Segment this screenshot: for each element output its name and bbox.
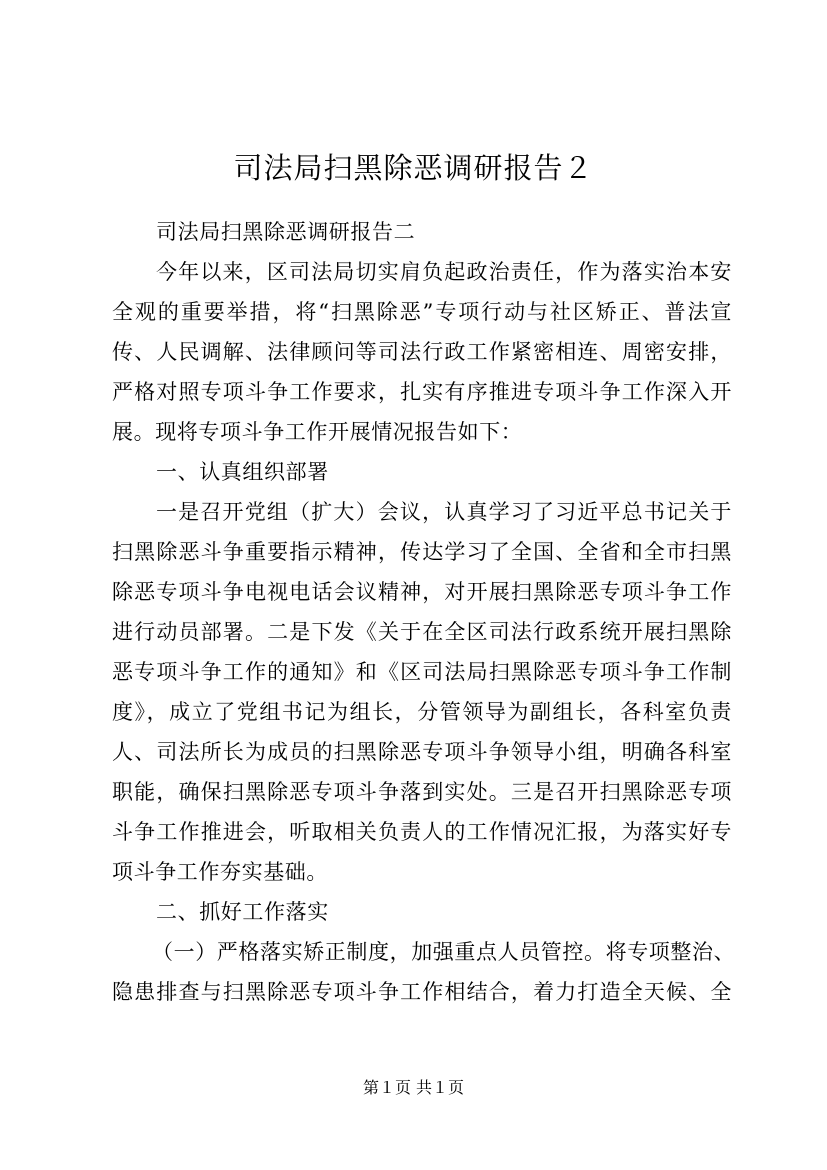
- paragraph-line: 隐患排查与扫黑除恶专项斗争工作相结合，着力打造全天候、全: [112, 980, 732, 1004]
- section-heading: 二、抓好工作落实: [156, 900, 329, 924]
- paragraph-line: 严格对照专项斗争工作要求，扎实有序推进专项斗争工作深入开: [112, 380, 732, 404]
- paragraph-line: 斗争工作推进会，听取相关负责人的工作情况汇报，为落实好专: [112, 820, 732, 844]
- paragraph-line: 扫黑除恶斗争重要指示精神，传达学习了全国、全省和全市扫黑: [112, 540, 732, 564]
- paragraph-line: 恶专项斗争工作的通知》和《区司法局扫黑除恶专项斗争工作制: [112, 660, 732, 684]
- paragraph-line: （一）严格落实矫正制度，加强重点人员管控。将专项整治、: [152, 940, 736, 964]
- paragraph-line: 度》，成立了党组书记为组长，分管领导为副组长，各科室负责: [112, 700, 732, 724]
- paragraph-line: 传、人民调解、法律顾问等司法行政工作紧密相连、周密安排，: [112, 340, 732, 364]
- paragraph-line: 全观的重要举措，将“扫黑除恶”专项行动与社区矫正、普法宣: [112, 300, 732, 324]
- paragraph-line: 项斗争工作夯实基础。: [112, 860, 328, 884]
- paragraph-line: 今年以来，区司法局切实肩负起政治责任，作为落实治本安: [156, 260, 732, 284]
- document-title: 司法局扫黑除恶调研报告２: [233, 151, 594, 185]
- paragraph-line: 一是召开党组（扩大）会议，认真学习了习近平总书记关于: [156, 500, 732, 524]
- section-heading: 一、认真组织部署: [156, 460, 329, 484]
- paragraph-line: 职能，确保扫黑除恶专项斗争落到实处。三是召开扫黑除恶专项: [112, 780, 732, 804]
- paragraph-line: 除恶专项斗争电视电话会议精神，对开展扫黑除恶专项斗争工作: [112, 580, 732, 604]
- paragraph-line: 人、司法所长为成员的扫黑除恶专项斗争领导小组，明确各科室: [112, 740, 732, 764]
- paragraph-line: 展。现将专项斗争工作开展情况报告如下：: [112, 420, 523, 444]
- subtitle-line: 司法局扫黑除恶调研报告二: [156, 220, 416, 244]
- document-body: [112, 172, 736, 1012]
- page-number-footer: 第１页 共１页: [362, 1078, 465, 1097]
- paragraph-line: 进行动员部署。二是下发《关于在全区司法行政系统开展扫黑除: [112, 620, 732, 644]
